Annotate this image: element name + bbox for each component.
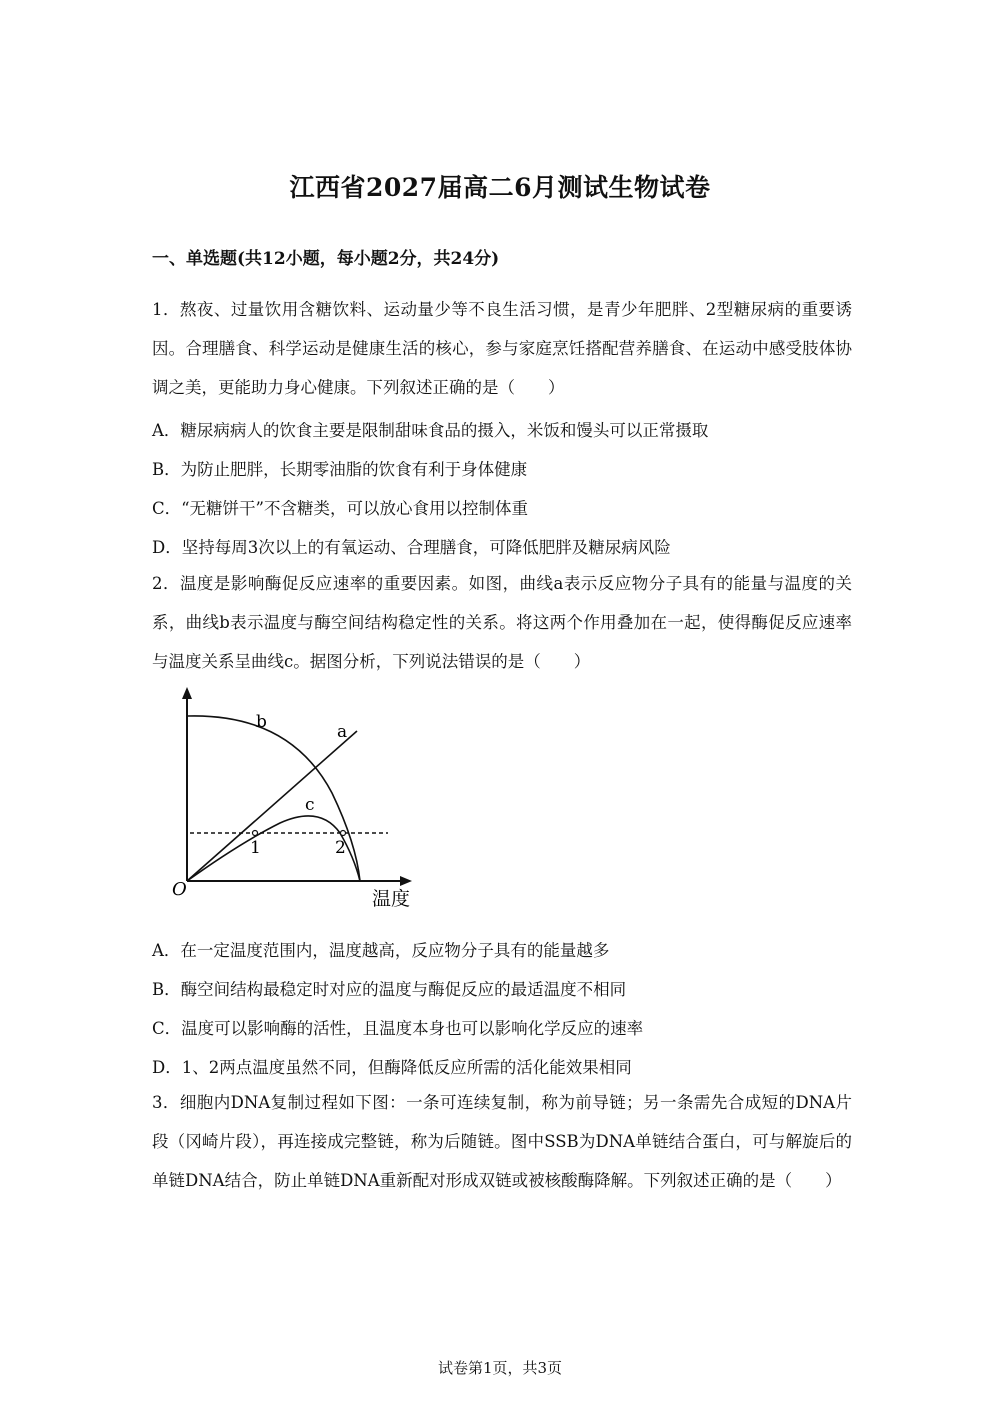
point-2-marker bbox=[341, 831, 346, 836]
question-1-option-b: B．为防止肥胖，长期零油脂的饮食有利于身体健康 bbox=[152, 460, 528, 479]
question-1-option-c: C．“无糖饼干”不含糖类，可以放心食用以控制体重 bbox=[152, 499, 528, 518]
curve-a-label: a bbox=[337, 722, 348, 742]
enzyme-temperature-figure bbox=[160, 683, 420, 917]
question-3-stem: 3．细胞内DNA复制过程如下图：一条可连续复制，称为前导链；另一条需先合成短的DNA片段（冈崎片段），再连接成完整链，称为后随链。图中SSB为DNA单链结合蛋白，可与解旋后的单链DNA结合，防止单链DNA重新配对形成双链或被核酸酶降解。下列叙述正确的是（ ） bbox=[152, 1093, 852, 1190]
exam-title: 江西省2027届高二6月测试生物试卷 bbox=[289, 173, 711, 202]
question-2-option-b: B．酶空间结构最稳定时对应的温度与酶促反应的最适温度不相同 bbox=[152, 980, 627, 999]
point-2-label: 2 bbox=[335, 838, 346, 858]
y-axis-arrow bbox=[182, 687, 192, 699]
question-2-option-d: D．1、2两点温度虽然不同，但酶降低反应所需的活化能效果相同 bbox=[152, 1058, 632, 1077]
question-1-stem: 1．熬夜、过量饮用含糖饮料、运动量少等不良生活习惯，是青少年肥胖、2型糖尿病的重要诱因。合理膳食、科学运动是健康生活的核心，参与家庭烹饪搭配营养膳食、在运动中感受肢体协调之美，更能助力身心健康。下列叙述正确的是（ ） bbox=[152, 300, 852, 397]
enzyme-temperature-graph bbox=[160, 683, 420, 913]
x-axis-label: 温度 bbox=[372, 888, 411, 910]
question-1-option-a: A．糖尿病病人的饮食主要是限制甜味食品的摄入，米饭和馒头可以正常摄取 bbox=[152, 421, 709, 440]
curve-c-label: c bbox=[305, 795, 315, 815]
page-footer: 试卷第1页，共3页 bbox=[437, 1359, 563, 1377]
question-2-stem: 2．温度是影响酶促反应速率的重要因素。如图，曲线a表示反应物分子具有的能量与温度的关系，曲线b表示温度与酶空间结构稳定性的关系。将这两个作用叠加在一起，使得酶促反应速率与温度关系呈曲线c。据图分析，下列说法错误的是（ ） bbox=[152, 574, 852, 671]
question-1-option-d: D．坚持每周3次以上的有氧运动、合理膳食，可降低肥胖及糖尿病风险 bbox=[152, 538, 671, 557]
point-1-marker bbox=[253, 831, 258, 836]
point-1-label: 1 bbox=[250, 838, 261, 858]
section-heading: 一、单选题(共12小题，每小题2分，共24分) bbox=[152, 249, 500, 269]
question-2-option-a: A．在一定温度范围内，温度越高，反应物分子具有的能量越多 bbox=[152, 941, 610, 960]
curve-b-label: b bbox=[256, 712, 267, 732]
x-axis-arrow bbox=[400, 876, 412, 886]
origin-label: O bbox=[172, 879, 187, 900]
question-2-option-c: C．温度可以影响酶的活性，且温度本身也可以影响化学反应的速率 bbox=[152, 1019, 644, 1038]
curve-a bbox=[187, 731, 357, 881]
